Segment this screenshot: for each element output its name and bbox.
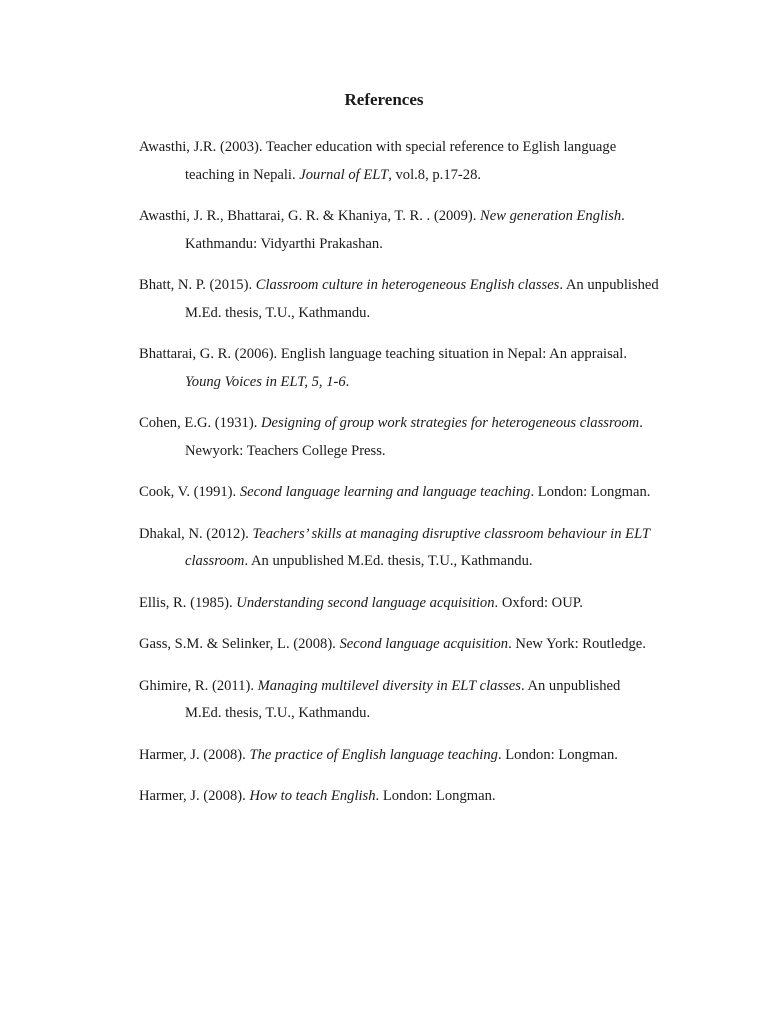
reference-text: Awasthi, J.R. (2003). Teacher education with special reference to Eglish language teaching in Nepali.	[139, 139, 617, 183]
reference-item	[139, 590, 659, 618]
reference-text: . New York: Routledge.	[508, 636, 646, 652]
reference-text: . Kathmandu: Vidyarthi Prakashan.	[185, 208, 625, 252]
reference-item	[139, 631, 659, 659]
reference-title: Understanding second language acquisition	[236, 594, 495, 611]
reference-text: Ghimire, R. (2011).	[139, 677, 258, 694]
reference-text: .	[345, 373, 350, 390]
reference-text: Dhakal, N. (2012).	[139, 525, 253, 542]
reference-item	[139, 479, 659, 507]
reference-item	[139, 272, 659, 327]
reference-text: Cohen, E.G. (1931).	[139, 415, 262, 431]
reference-text: . London: Longman.	[497, 746, 618, 763]
reference-title: Designing of group work strategies for heterogeneous classroom	[261, 415, 640, 431]
reference-text: . An unpublished M.Ed. thesis, T.U., Kathmandu.	[244, 553, 533, 569]
reference-item	[139, 673, 659, 728]
reference-text: . Newyork: Teachers College Press.	[185, 415, 643, 459]
reference-text: Gass, S.M. & Selinker, L. (2008).	[139, 636, 340, 652]
reference-text: . An unpublished M.Ed. thesis, T.U., Kathmandu.	[185, 677, 621, 721]
reference-text: . An unpublished M.Ed. thesis, T.U., Kathmandu.	[185, 277, 659, 321]
reference-title: Young Voices in ELT, 5, 1-6	[185, 373, 346, 390]
reference-item	[139, 134, 659, 189]
reference-title: Managing multilevel diversity in ELT classes	[257, 677, 521, 694]
reference-title: The practice of English language teaching	[249, 746, 498, 763]
reference-title: How to teach English	[249, 788, 376, 804]
reference-item	[139, 783, 659, 811]
reference-title: Second language acquisition	[339, 636, 509, 652]
reference-text: Ellis, R. (1985).	[139, 594, 237, 611]
reference-text: . Oxford: OUP.	[494, 594, 583, 611]
reference-text: Bhattarai, G. R. (2006). English language teaching situation in Nepal: An appraisal.	[139, 346, 627, 362]
reference-item	[139, 341, 659, 396]
reference-title: Classroom culture in heterogeneous English classes	[255, 277, 560, 293]
reference-item	[139, 742, 659, 770]
reference-list	[139, 134, 659, 825]
reference-text: Awasthi, J. R., Bhattarai, G. R. & Khaniya, T. R. . (2009).	[139, 208, 481, 224]
reference-title: Second language learning and language teaching	[239, 484, 531, 500]
reference-text: Harmer, J. (2008).	[139, 746, 250, 763]
reference-title: Teachers’ skills at managing disruptive classroom behaviour in ELT classroom	[185, 525, 650, 569]
reference-item	[139, 203, 659, 258]
reference-text: . London: Longman.	[375, 788, 496, 804]
reference-title: New generation English	[480, 208, 622, 224]
reference-title: Journal of ELT	[299, 166, 389, 183]
reference-item	[139, 410, 659, 465]
reference-item	[139, 521, 659, 576]
page-title: References	[344, 90, 424, 109]
reference-text: Bhatt, N. P. (2015).	[139, 277, 256, 293]
reference-text: Cook, V. (1991).	[139, 484, 240, 500]
reference-text: . London: Longman.	[530, 484, 651, 500]
reference-text: , vol.8, p.17-28.	[388, 166, 482, 183]
reference-text: Harmer, J. (2008).	[139, 788, 250, 804]
